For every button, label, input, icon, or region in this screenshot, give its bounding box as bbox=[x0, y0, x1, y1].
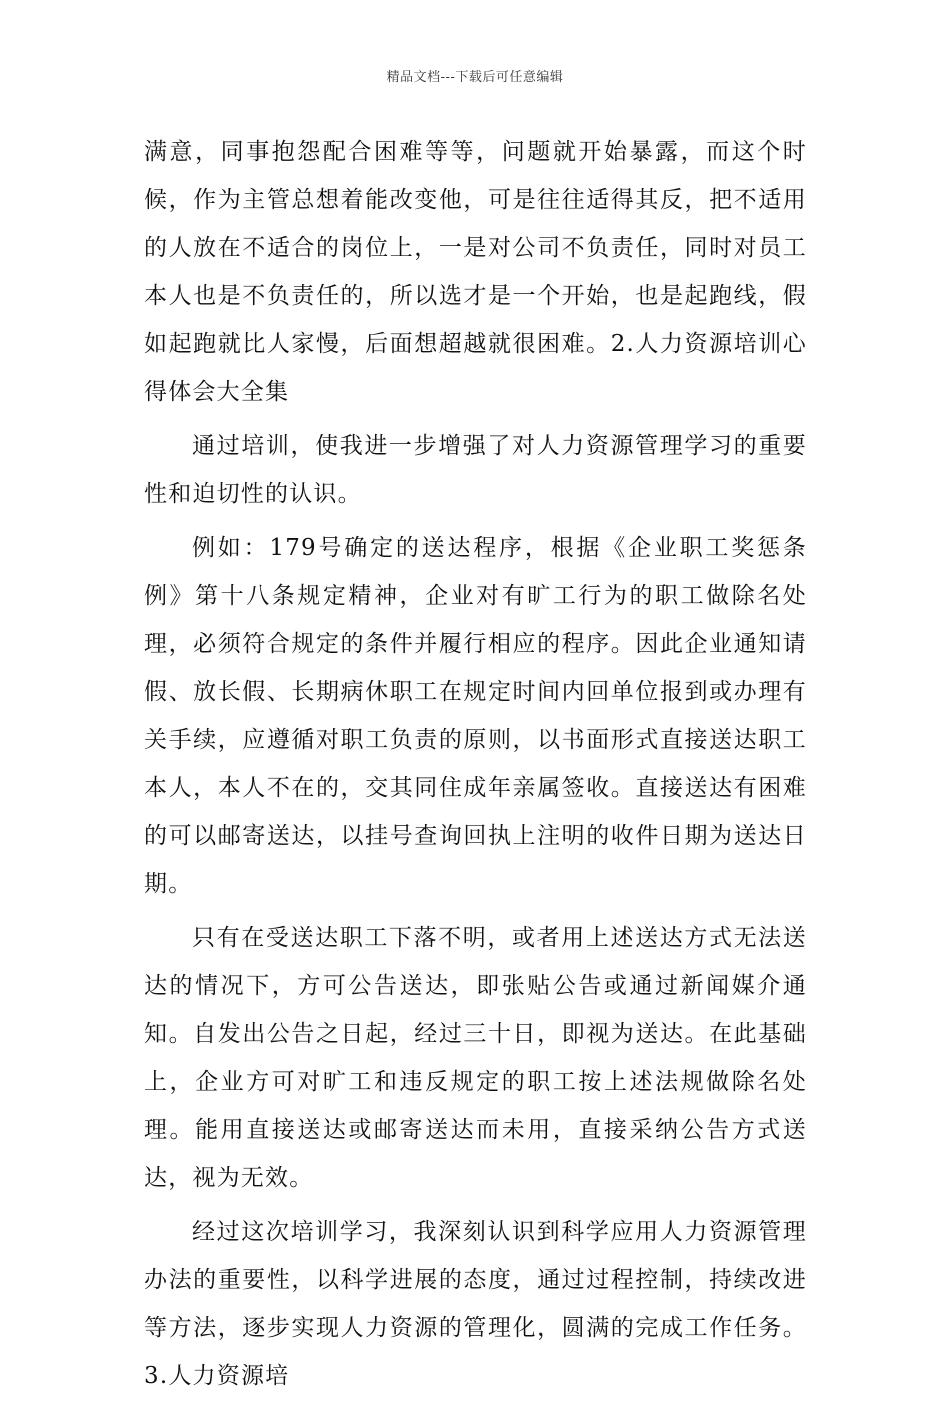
paragraph-2: 通过培训，使我进一步增强了对人力资源管理学习的重要性和迫切性的认识。 bbox=[144, 433, 807, 507]
paragraph-5: 经过这次培训学习，我深刻认识到科学应用人力资源管理办法的重要性，以科学进展的态度，通过过程控制，持续改进等方法，逐步实现人力资源的管理化，圆满的完成工作任务。3.人力资源培 bbox=[144, 1219, 807, 1389]
page-header: 精品文档---下载后可任意编辑 bbox=[386, 70, 564, 85]
paragraph-3: 例如：179号确定的送达程序，根据《企业职工奖惩条例》第十八条规定精神，企业对有旷工行为的职工做除名处理，必须符合规定的条件并履行相应的程序。因此企业通知请假、放长假、长期病休职工在规定时间内回单位报到或办理有关手续，应遵循对职工负责的原则，以书面形式直接送达职工本人，本人不在的，交其同住成年亲属签收。直接送达有困难的可以邮寄送达，以挂号查询回执上注明的收件日期为送达日期。 bbox=[144, 535, 807, 897]
paragraph-4: 只有在受送达职工下落不明，或者用上述送达方式无法送达的情况下，方可公告送达，即张贴公告或通过新闻媒介通知。自发出公告之日起，经过三十日，即视为送达。在此基础上，企业方可对旷工和违反规定的职工按上述法规做除名处理。能用直接送达或邮寄送达而未用，直接采纳公告方式送达，视为无效。 bbox=[144, 925, 807, 1191]
document-body bbox=[144, 128, 807, 1406]
paragraph-1: 满意，同事抱怨配合困难等等，问题就开始暴露，而这个时候，作为主管总想着能改变他，可是往往适得其反，把不适用的人放在不适合的岗位上，一是对公司不负责任，同时对员工本人也是不负责任的，所以选才是一个开始，也是起跑线，假如起跑就比人家慢，后面想超越就很困难。2.人力资源培训心得体会大全集 bbox=[144, 139, 807, 405]
